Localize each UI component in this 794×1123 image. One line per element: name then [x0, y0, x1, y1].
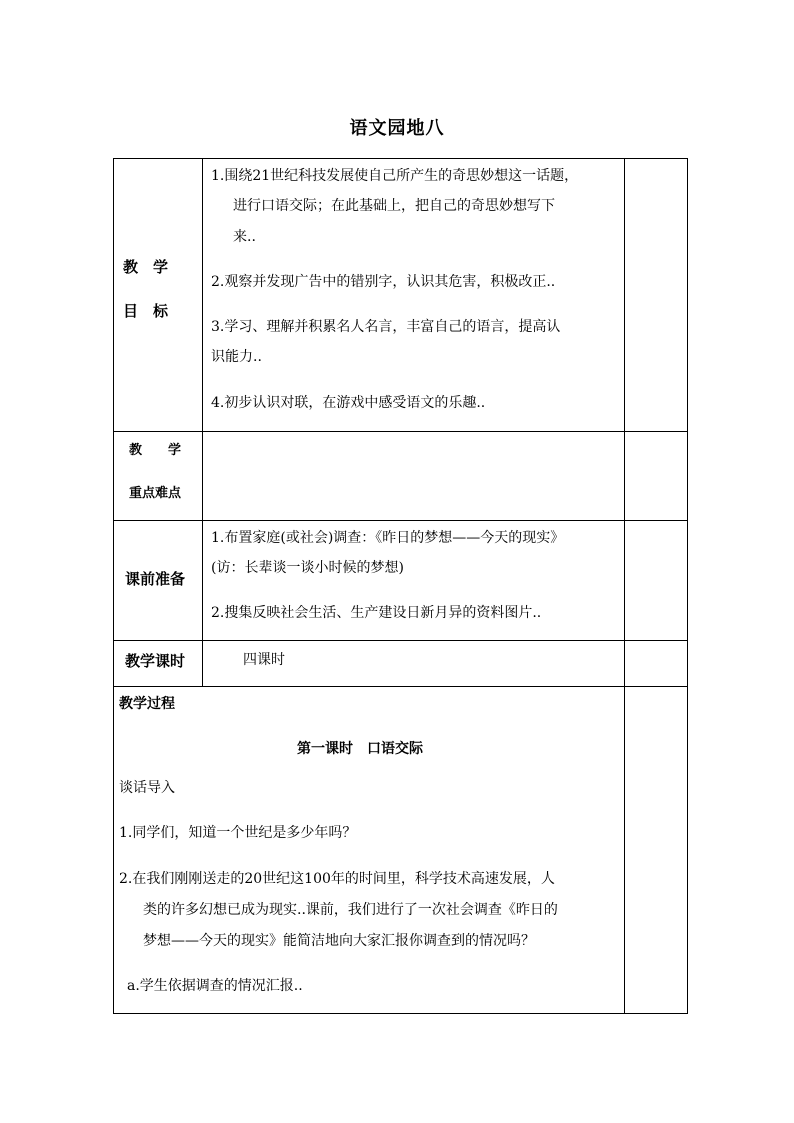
periods-value: 四课时 [243, 652, 285, 668]
objective-3-line-1: 3.学习、理解并积累名人名言，丰富自己的语言，提高认 [211, 319, 561, 335]
table-border-bottom [113, 1013, 688, 1014]
preparation-1-line-1: 1.布置家庭(或社会)调查：《昨日的梦想——今天的现实》 [211, 530, 565, 546]
lesson-plan-table [113, 158, 688, 1014]
objective-1-line-2: 进行口语交际；在此基础上，把自己的奇思妙想写下 [233, 198, 555, 214]
objective-3-line-2: 识能力.. [211, 349, 262, 365]
answer-a: a.学生依据调查的情况汇报.. [127, 978, 303, 994]
row-divider-4 [113, 686, 688, 687]
lesson-title: 第一课时 口语交际 [297, 741, 423, 757]
objective-4: 4.初步认识对联，在游戏中感受语文的乐趣.. [211, 395, 486, 411]
objective-2: 2.观察并发现广告中的错别字，认识其危害，积极改正.. [211, 274, 556, 290]
column-divider-remarks [624, 158, 625, 1014]
key-points-label-line1: 教 学 [129, 443, 182, 458]
question-1: 1.同学们，知道一个世纪是多少年吗？ [119, 825, 357, 841]
periods-label: 教学课时 [125, 652, 186, 670]
row-divider-3 [113, 640, 688, 641]
question-2-line-3: 梦想——今天的现实》能简洁地向大家汇报你调查到的情况吗？ [143, 933, 535, 949]
objective-1-line-3: 来.. [233, 229, 256, 245]
preparation-label: 课前准备 [125, 570, 186, 588]
row-divider-2 [113, 520, 688, 521]
objective-1-line-1: 1.围绕21世纪科技发展使自己所产生的奇思妙想这一话题， [211, 168, 579, 184]
question-2-line-1: 2.在我们刚刚送走的20世纪这100年的时间里，科学技术高速发展，人 [119, 871, 555, 887]
table-border-top [113, 158, 688, 159]
column-divider-label [202, 158, 203, 687]
table-border-right [687, 158, 688, 1014]
table-border-left [113, 158, 114, 1014]
objectives-label-line2: 目 标 [123, 302, 169, 320]
question-2-line-2: 类的许多幻想已成为现实..课前，我们进行了一次社会调查《昨日的 [143, 902, 558, 918]
objectives-label-line1: 教 学 [123, 258, 169, 276]
page-title: 语文园地八 [349, 118, 445, 139]
process-heading: 教学过程 [119, 696, 175, 712]
intro-text: 谈话导入 [119, 780, 175, 796]
row-divider-1 [113, 431, 688, 432]
key-points-label-line2: 重点难点 [129, 486, 182, 501]
preparation-1-line-2: (访：长辈谈一谈小时候的梦想) [211, 560, 404, 576]
preparation-2: 2.搜集反映社会生活、生产建设日新月异的资料图片.. [211, 605, 542, 621]
